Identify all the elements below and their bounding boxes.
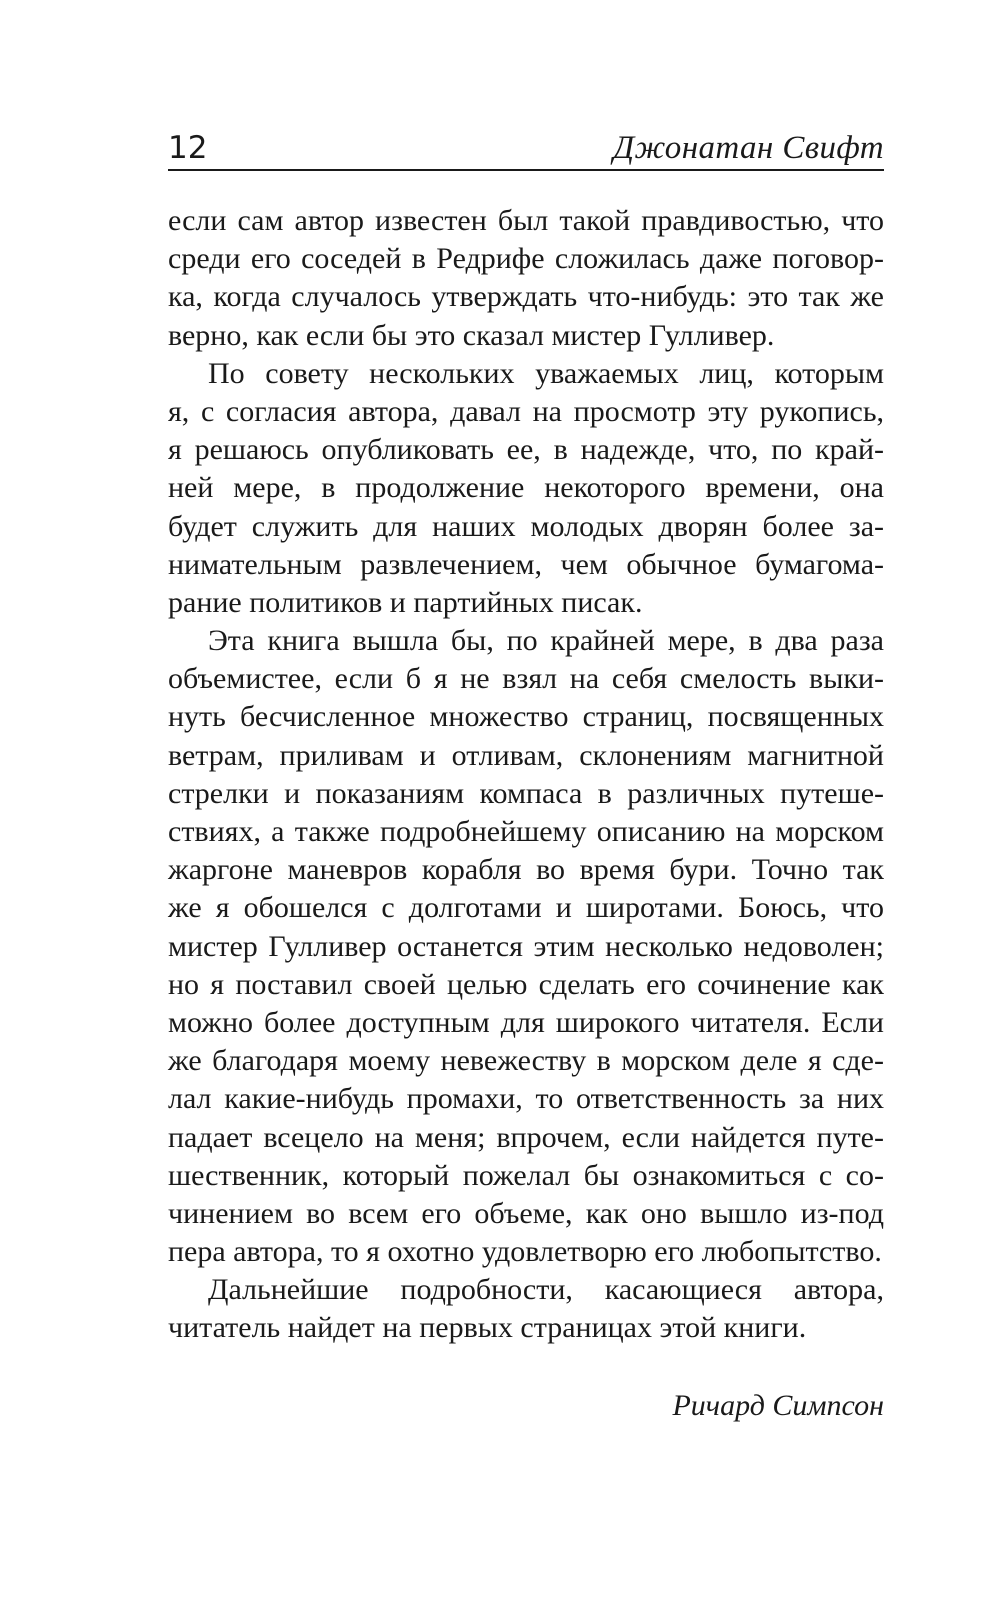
paragraph: [168, 1271, 884, 1347]
text-line: ствиях, а также подробнейшему описанию на морском: [168, 815, 884, 848]
body-text: [168, 202, 884, 1348]
text-line: Эта книга вышла бы, по крайней мере, в два раза: [208, 624, 884, 658]
text-line: лал какие-нибудь промахи, то ответственность за них: [168, 1082, 884, 1116]
text-line: если сам автор известен был такой правдивостью, что: [168, 204, 884, 237]
text-line: же я обошелся с долготами и широтами. Боюсь, что: [168, 891, 884, 925]
text-line: ней мере, в продолжение некоторого времени, она: [168, 471, 884, 505]
running-title: Джонатан Свифт: [613, 130, 884, 166]
text-line: я решаюсь опубликовать ее, в надежде, что, по край-: [168, 433, 884, 467]
text-line: среди его соседей в Редрифе сложилась даже поговор-: [168, 242, 884, 276]
paragraph: [168, 622, 884, 1271]
header-divider: [168, 169, 884, 171]
signature: Ричард Симпсон: [672, 1389, 884, 1422]
text-line: чинением во всем его объеме, как оно вышло из-под: [168, 1196, 884, 1230]
text-line: стрелки и показаниям компаса в различных путеше-: [168, 776, 884, 810]
text-line: падает всецело на меня; впрочем, если найдется путе-: [168, 1120, 884, 1154]
text-line: же благодаря моему невежеству в морском деле я сде-: [168, 1044, 884, 1078]
text-line: верно, как если бы это сказал мистер Гулливер.: [168, 318, 775, 352]
text-line: мистер Гулливер останется этим несколько недоволен;: [168, 929, 884, 963]
text-line: нуть бесчисленное множество страниц, посвященных: [168, 700, 884, 734]
text-line: ветрам, приливам и отливам, склонениям магнитной: [168, 738, 884, 772]
text-line: Дальнейшие подробности, касающиеся автора,: [208, 1273, 884, 1307]
text-line: объемистее, если б я не взял на себя смелость выки-: [168, 662, 884, 696]
page-header: [168, 116, 884, 174]
text-line: читатель найдет на первых страницах этой книги.: [168, 1311, 807, 1345]
text-line: ка, когда случалось утверждать что-нибудь: это так же: [168, 280, 884, 314]
paragraph: [168, 202, 884, 355]
page-number: 12: [168, 130, 208, 166]
text-line: я, с согласия автора, давал на просмотр эту рукопись,: [168, 394, 884, 428]
text-line: рание политиков и партийных писак.: [168, 585, 643, 619]
text-line: пера автора, то я охотно удовлетворю его любопытство.: [168, 1235, 882, 1269]
text-line: По совету нескольких уважаемых лиц, которым: [208, 356, 884, 390]
text-line: можно более доступным для широкого читателя. Если: [168, 1005, 884, 1039]
text-line: будет служить для наших молодых дворян более за-: [168, 509, 884, 543]
text-line: но я поставил своей целью сделать его сочинение как: [168, 967, 884, 1001]
text-line: шественник, который пожелал бы ознакомиться с со-: [168, 1158, 884, 1192]
paragraph: [168, 355, 884, 622]
text-line: нимательным развлечением, чем обычное бумагома-: [168, 547, 884, 581]
text-line: жаргоне маневров корабля во время бури. Точно так: [168, 853, 884, 887]
